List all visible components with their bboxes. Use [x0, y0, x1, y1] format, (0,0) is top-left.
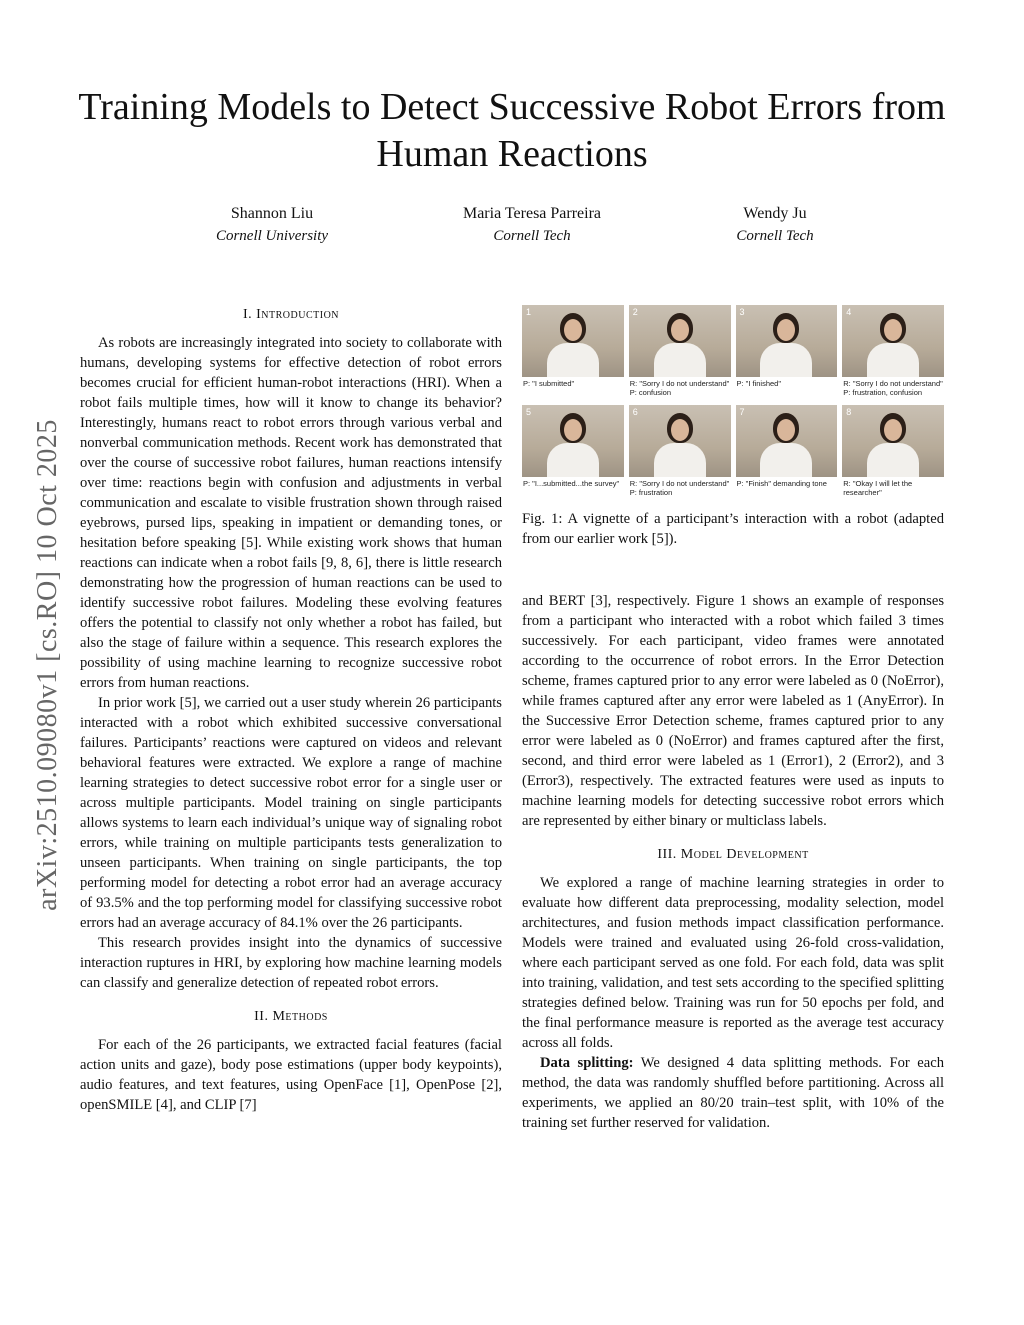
section-heading-model-development: III. Model Development: [657, 847, 809, 862]
author-block-1: [172, 203, 372, 247]
frame-number: 3: [739, 307, 745, 317]
author-block-2: [412, 203, 652, 247]
paper-title: Training Models to Detect Successive Robot Errors from Human Reactions: [78, 86, 946, 175]
frame-caption: P: "I submitted": [523, 379, 575, 388]
frame-number: 1: [526, 307, 532, 317]
vignette-frame: [629, 305, 731, 399]
vignette-frame: [842, 405, 944, 499]
frame-number: 7: [739, 407, 745, 417]
frame-caption: P: "I finished": [736, 379, 782, 388]
figure-caption: Fig. 1: A vignette of a participant’s interaction with a robot (adapted from our earlier work [5]).: [522, 511, 944, 547]
frame-image: [842, 405, 944, 477]
frame-image: [629, 405, 731, 477]
frame-number: 4: [846, 307, 852, 317]
methods-continuation: and BERT [3], respectively. Figure 1 shows an example of responses from a participant who interacted with a robot which failed 3 times successively. For each participant, video frames were annotated according to the occurrence of robot errors. In the Error Detection scheme, frames captured prior to any error were labeled as 0 (NoError), while frames captured after any error were labeled as 1 (AnyError). In the Successive Error Detection scheme, frames captured prior to any error were labeled as 0 (NoError) and frames captured after the first, second, and third error were labeled as 1 (Error1), 2 (Error2), and 3 (Error3), respectively. The extracted features were used as inputs to machine learning models for detecting successive robot errors which are represented by either binary or multiclass labels.: [522, 593, 944, 829]
frame-image: [736, 405, 838, 477]
arxiv-stamp: [30, 370, 66, 960]
frame-image: [736, 305, 838, 377]
intro-paragraph-1: As robots are increasingly integrated into society to collaborate with humans, developing systems for effective detection of robot errors becomes crucial for efficient human-robot interactions (HRI). When a robot fails multiple times, how will it know to change its behavior? Interestingly, humans react to robot errors through various verbal and nonverbal communication methods. Recent work has demonstrated that over the course of successive robot failures, human reactions intensify over time: reactions begin with confusion and adjustments in verbal communication and escalate to visible frustration shown through raised eyebrows, pursed lips, speaking in impatient or demanding tones, or hesitation before speaking [5]. While existing work shows that human reactions can indicate when a robot fails [9, 8, 6], there is little research demonstrating how the progression of human reactions can be used to identify successive robot failures. Modeling these evolving features offers the potential to classify not only whether a robot has failed, but also the stage of failure within a sequence. This research explores the possibility of using machine learning to recognize successive robot errors from human reactions.: [80, 335, 502, 691]
frame-number: 2: [632, 307, 638, 317]
left-column: [80, 305, 502, 1115]
frame-number: 8: [846, 407, 852, 417]
author-affiliation: Cornell Tech: [493, 228, 571, 244]
frame-image: [629, 305, 731, 377]
vignette-frame: [736, 305, 838, 399]
vignette-frame: [842, 305, 944, 399]
author-name: Maria Teresa Parreira: [462, 205, 602, 222]
frame-image: [522, 305, 624, 377]
vignette-frame: [629, 405, 731, 499]
author-affiliation: Cornell University: [215, 228, 329, 244]
frame-caption: R: "Okay I will let the researcher": [843, 479, 913, 497]
model-paragraph-1: We explored a range of machine learning strategies in order to evaluate how different data preprocessing, modality selection, model architectures, and fusion methods impact classification performance. Models were trained and evaluated using 26-fold cross-validation, where each participant served as one fold. For each fold, data was split into training, validation, and test sets according to the specified splitting strategies defined below. Training was run for 50 epochs per fold, and the final performance measure is reported as the average test accuracy across all folds.: [522, 875, 944, 1051]
right-column: [522, 591, 944, 1133]
frame-image: [522, 405, 624, 477]
frame-caption: R: "Sorry I do not understand" P: confusion: [629, 379, 730, 397]
author-block-3: [690, 203, 860, 247]
frame-number: 5: [526, 407, 532, 417]
frame-number: 6: [632, 407, 638, 417]
vignette-frame: [522, 405, 624, 499]
data-splitting-text: We designed 4 data splitting methods. For each method, the data was randomly shuffled before partitioning. Across all experiments, we applied an 80/20 train–test split, with 10% of the training set further reserved for validation.: [522, 1055, 945, 1131]
intro-paragraph-2: In prior work [5], we carried out a user study wherein 26 participants interacted with a robot which exhibited successive conversational failures. Participants’ reactions were captured on videos and relevant behavioral features were extracted. We explore a range of machine learning strategies to detect successive robot error for a single user or across multiple participants. Model training on single participants allows systems to learn each individual’s unique way of signaling robot errors, while training on multiple participants tests generalization to unseen participants. When training on single participants, the top performing model for detecting a robot error had an average accuracy of 93.5% and the top performing model for classifying successive robot errors had an average accuracy of 84.1% over the 26 participants.: [80, 695, 502, 931]
frame-caption: P: "I...submitted...the survey": [523, 479, 620, 488]
section-heading-introduction: I. Introduction: [242, 307, 340, 322]
run-in-heading: Data splitting:: [540, 1055, 634, 1071]
section-heading-methods: II. Methods: [254, 1009, 328, 1024]
author-name: Wendy Ju: [743, 205, 807, 222]
methods-paragraph-1: For each of the 26 participants, we extracted facial features (facial action units and gaze), body pose estimations (upper body keypoints), audio features, and text features, using OpenFace [1], OpenPose [2], openSMILE [4], and CLIP [7]: [80, 1037, 502, 1113]
frame-caption: R: "Sorry I do not understand" P: frustration: [629, 479, 730, 497]
frame-caption: R: "Sorry I do not understand" P: frustration, confusion: [843, 379, 943, 397]
intro-paragraph-3: This research provides insight into the dynamics of successive interaction ruptures in HRI, by exploring how machine learning models can classify and generalize detection of repeated robot errors.: [80, 935, 502, 991]
author-affiliation: Cornell Tech: [736, 228, 814, 244]
frame-caption: P: "Finish" demanding tone: [736, 479, 827, 488]
vignette-frame: [522, 305, 624, 399]
vignette-grid: [522, 305, 944, 499]
vignette-frame: [736, 405, 838, 499]
figure-1: [522, 305, 944, 549]
arxiv-stamp-text: arXiv:2510.09080v1 [cs.RO] 10 Oct 2025: [32, 419, 64, 911]
author-name: Shannon Liu: [230, 205, 314, 222]
frame-image: [842, 305, 944, 377]
data-splitting-paragraph: [522, 1053, 944, 1133]
